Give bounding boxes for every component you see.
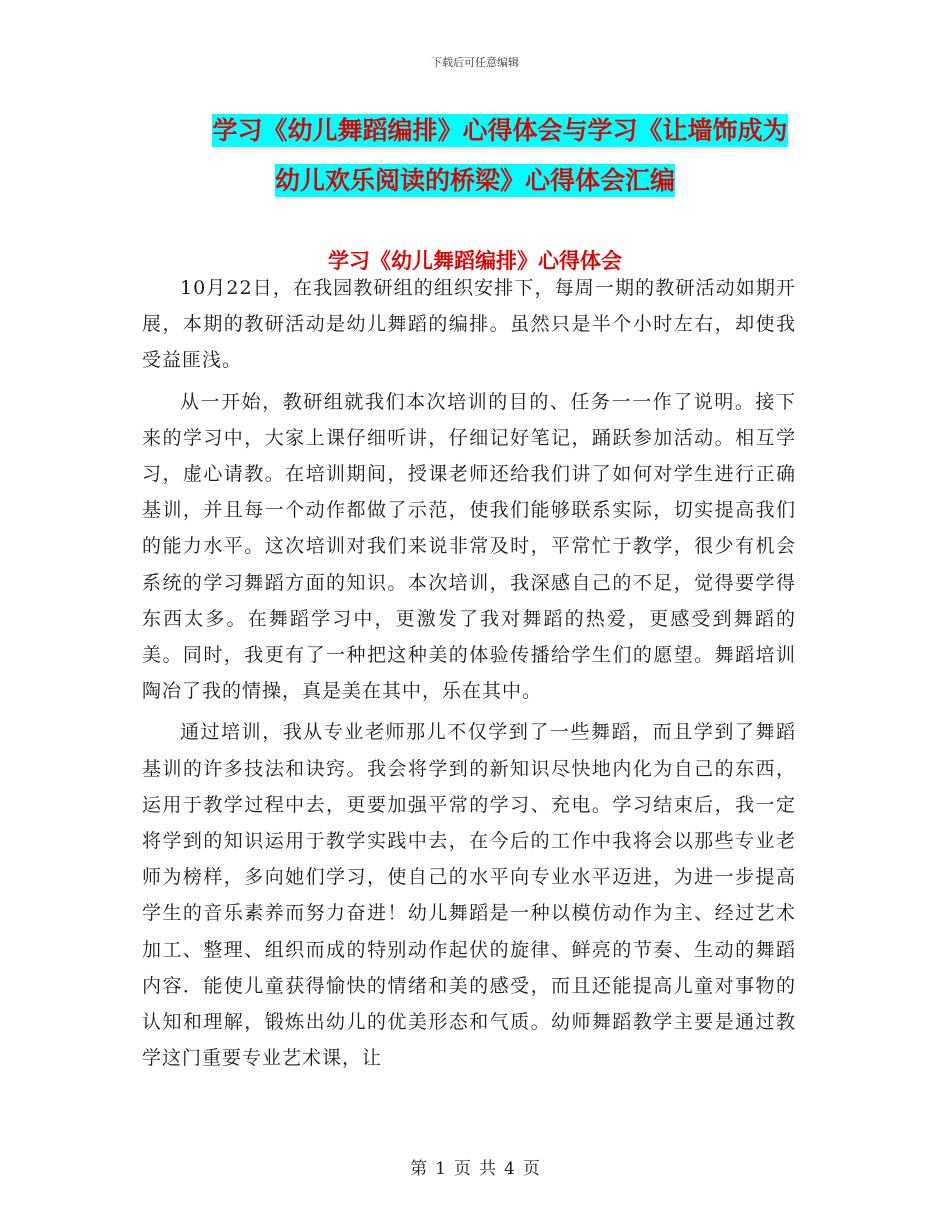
body-text xyxy=(142,270,796,1081)
section-title: 学习《幼儿舞蹈编排》心得体会 xyxy=(328,249,622,273)
title-line-2: 幼儿欢乐阅读的桥梁》心得体会汇编 xyxy=(274,166,675,195)
page-footer xyxy=(0,1154,950,1179)
paragraph: 10月22日，在我园教研组的组织安排下，每周一期的教研活动如期开展，本期的教研活动是幼儿舞蹈的编排。虽然只是半个小时左右，却使我受益匪浅。 xyxy=(142,277,796,372)
page-number: 1 xyxy=(435,1159,446,1179)
footer-total-word: 共 xyxy=(479,1159,496,1179)
header-note: 下载后可任意编辑 xyxy=(431,56,519,69)
page-total: 4 xyxy=(504,1159,515,1179)
title-line-1: 学习《幼儿舞蹈编排》心得体会与学习《让墙饰成为 xyxy=(212,116,788,145)
document-title xyxy=(0,106,950,206)
footer-prefix: 第 xyxy=(410,1159,428,1179)
paragraph: 从一开始，教研组就我们本次培训的目的、任务一一作了说明。接下来的学习中，大家上课仔细听讲，仔细记好笔记，踊跃参加活动。相互学习，虚心请教。在培训期间，授课老师还给我们讲了如何对学生进行正确基训，并且每一个动作都做了示范，使我们能够联系实际，切实提高我们的能力水平。这次培训对我们来说非常及时，平常忙于教学，很少有机会系统的学习舞蹈方面的知识。本次培训，我深感自己的不足，觉得要学得东西太多。在舞蹈学习中，更激发了我对舞蹈的热爱，更感受到舞蹈的美。同时，我更有了一种把这种美的体验传播给学生们的愿望。舞蹈培训陶冶了我的情操，真是美在其中，乐在其中。 xyxy=(142,390,796,703)
footer-page-word: 页 xyxy=(454,1159,471,1179)
footer-suffix: 页 xyxy=(522,1159,540,1179)
paragraph: 通过培训，我从专业老师那儿不仅学到了一些舞蹈，而且学到了舞蹈基训的许多技法和诀窍。我会将学到的新知识尽快地内化为自己的东西，运用于教学过程中去，更要加强平常的学习、充电。学习结束后，我一定将学到的知识运用于教学实践中去，在今后的工作中我将会以那些专业老师为榜样，多向她们学习，使自己的水平向专业水平迈进，为进一步提高学生的音乐素养而努力奋进！幼儿舞蹈是一种以模仿动作为主、经过艺术加工、整理、组织而成的特别动作起伏的旋律、鲜亮的节奏、生动的舞蹈内容．能使儿童获得愉快的情绪和美的感受，而且还能提高儿童对事物的认知和理解，锻炼出幼儿的优美形态和气质。幼师舞蹈教学主要是通过教学这门重要专业艺术课，让 xyxy=(142,721,796,1070)
